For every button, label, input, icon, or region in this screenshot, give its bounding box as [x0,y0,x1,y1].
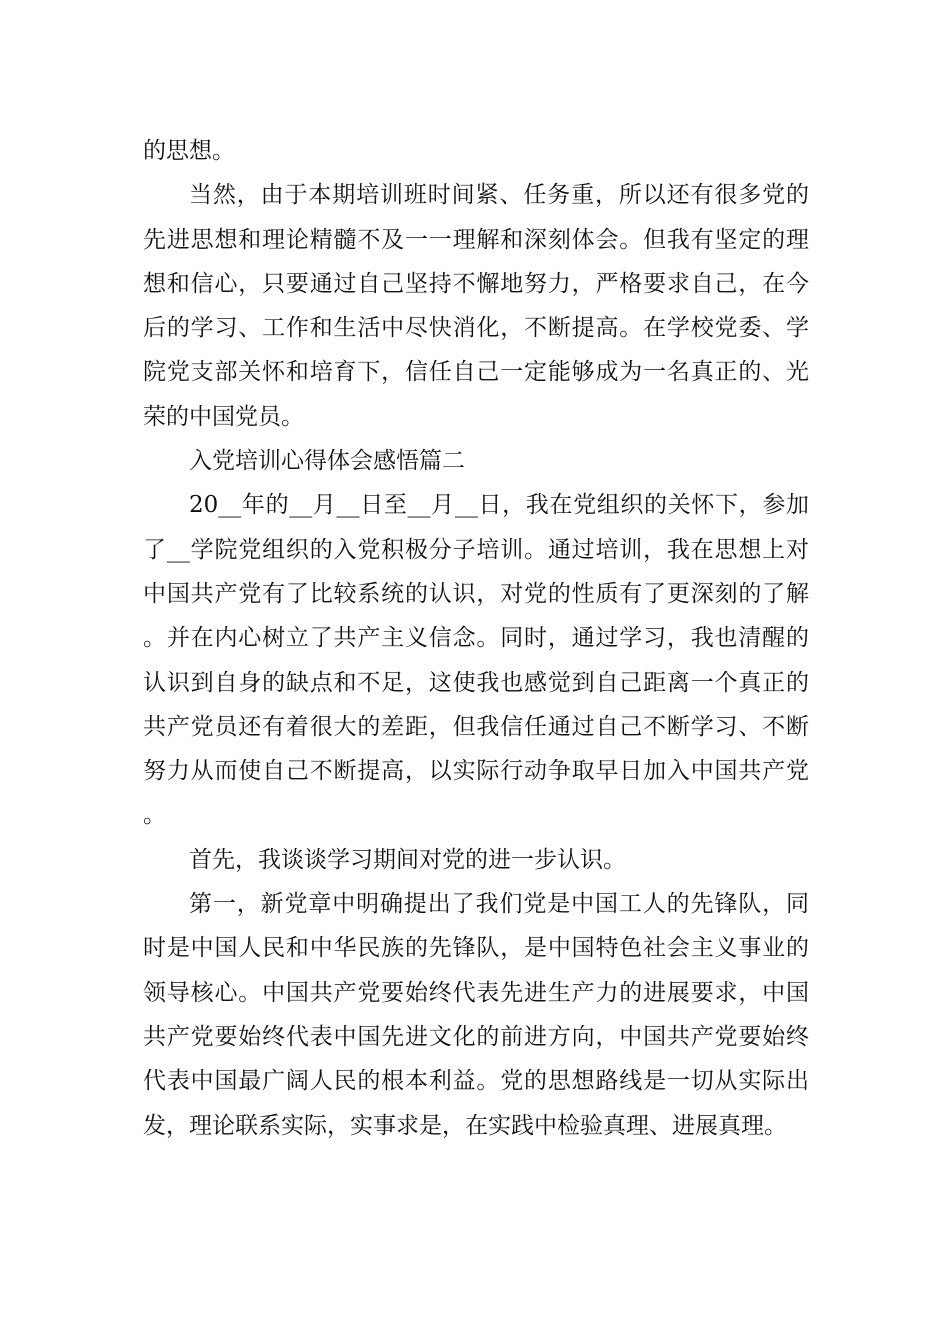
paragraph-training-reflection: 当然，由于本期培训班时间紧、任务重，所以还有很多党的先进思想和理论精髓不及一一理解和深刻体会。但我有坚定的理想和信心，只要通过自己坚持不懈地努力，严格要求自己，在今后的学习、工作和生活中尽快消化，不断提高。在学校党委、学院党支部关怀和培育下，信任自己一定能够成为一名真正的、光荣的中国党员。 [143,182,809,430]
document-page [143,129,809,1148]
paragraph-first-point-intro: 首先，我谈谈学习期间对党的进一步认识。 [189,846,626,873]
section-heading: 入党培训心得体会感悟篇二 [189,448,465,475]
paragraph-first-point: 第一，新党章中明确提出了我们党是中国工人的先锋队，同时是中国人民和中华民族的先锋队，是中国特色社会主义事业的领导核心。中国共产党要始终代表先进生产力的进展要求，中国共产党要始终代表中国先进文化的前进方向，中国共产党要始终代表中国最广阔人民的根本利益。党的思想路线是一切从实际出发，理论联系实际，实事求是，在实践中检验真理、进展真理。 [143,891,809,1139]
paragraph-training-intro: 20__年的__月__日至__月__日，我在党组织的关怀下，参加了__学院党组织的入党积极分子培训。通过培训，我在思想上对中国共产党有了比较系统的认识，对党的性质有了更深刻的了解。并在内心树立了共产主义信念。同时，通过学习，我也清醒的认识到自身的缺点和不足，这使我也感觉到自己距离一个真正的共产党员还有着很大的差距，但我信任通过自己不断学习、不断努力从而使自己不断提高，以实际行动争取早日加入中国共产党。 [143,492,809,829]
paragraph-continuation: 的思想。 [143,138,235,164]
